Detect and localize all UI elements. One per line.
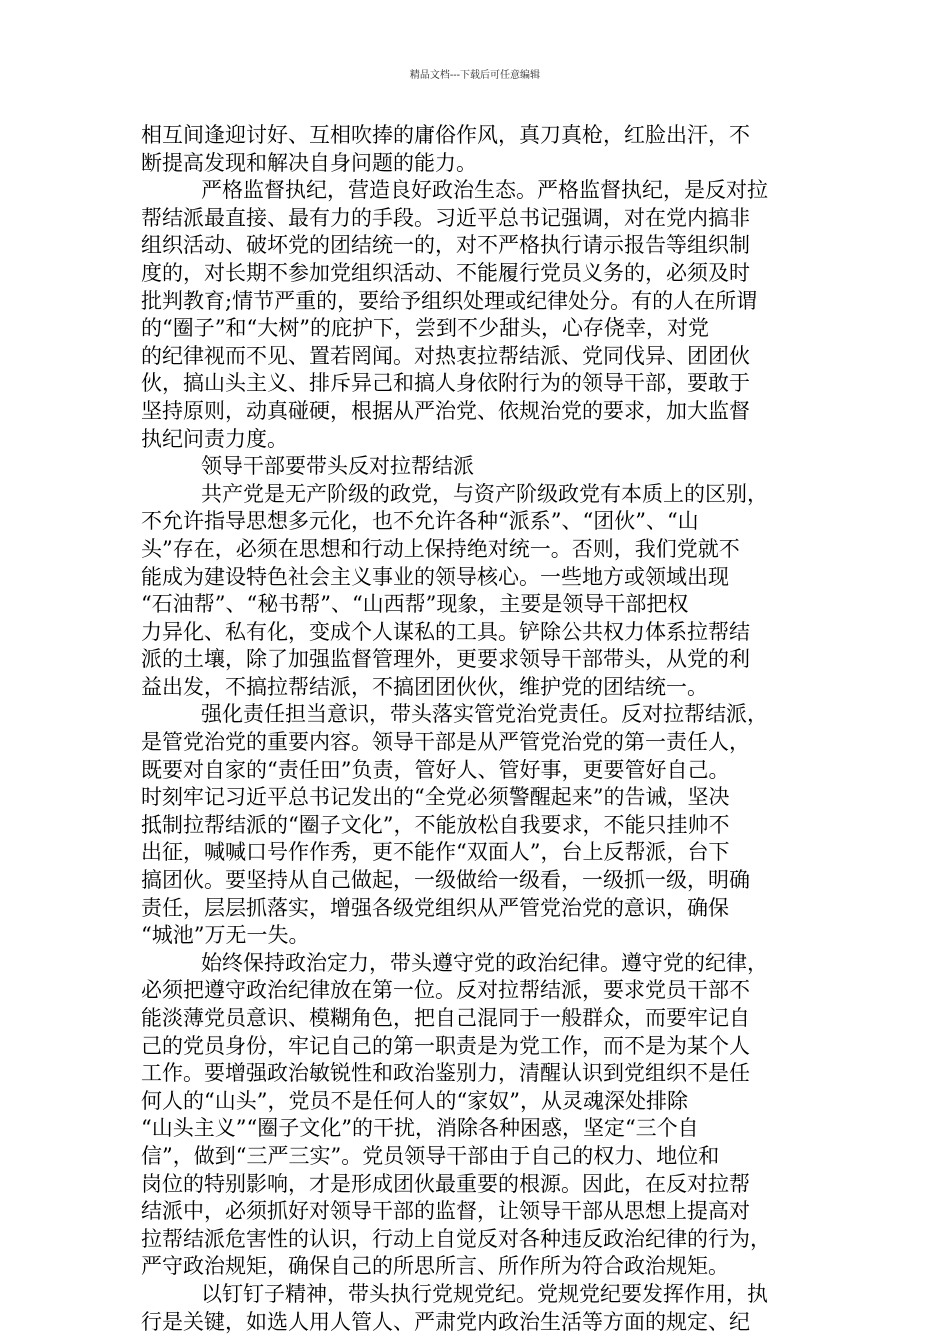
text-line: 工作。要增强政治敏锐性和政治鉴别力，清醒认识到党组织不是任 — [141, 1061, 750, 1086]
text-line: 组织活动、破坏党的团结统一的，对不严格执行请示报告等组织制 — [141, 233, 750, 258]
text-line: 何人的“山头”，党员不是任何人的“家奴”，从灵魂深处排除 — [141, 1088, 688, 1113]
text-line: 的“圈子”和“大树”的庇护下，尝到不少甜头，心存侥幸，对党 — [141, 316, 709, 341]
text-line: 能淡薄党员意识、模糊角色，把自己混同于一般群众，而要牢记自 — [141, 1006, 750, 1030]
text-line: 必须把遵守政治纪律放在第一位。反对拉帮结派，要求党员干部不 — [141, 978, 750, 1003]
text-line: 信”，做到“三严三实”。党员领导干部由于自己的权力、地位和 — [141, 1143, 720, 1168]
text-line: 始终保持政治定力，带头遵守党的政治纪律。遵守党的纪律， — [201, 950, 768, 975]
text-line: 抵制拉帮结派的“圈子文化”，不能放松自我要求，不能只挂帅不 — [141, 812, 730, 837]
text-line: 岗位的特别影响，才是形成团伙最重要的根源。因此，在反对拉帮 — [141, 1171, 750, 1196]
text-line: 出征，喊喊口号作作秀，更不能作“双面人”，台上反帮派，台下 — [141, 840, 730, 865]
text-line: 既要对自家的“责任田”负责，管好人、管好事，更要管好自己。 — [141, 757, 730, 782]
page-header: 精品文档---下载后可任意编辑 — [409, 70, 541, 81]
text-line: 力异化、私有化，变成个人谋私的工具。铲除公共权力体系拉帮结 — [141, 619, 750, 644]
text-line: “山头主义”“圈子文化”的干扰，消除各种困惑，坚定“三个自 — [141, 1116, 699, 1141]
text-line: 共产党是无产阶级的政党，与资产阶级政党有本质上的区别， — [201, 481, 768, 506]
text-line: 头”存在，必须在思想和行动上保持绝对统一。否则，我们党就不 — [141, 536, 740, 561]
text-line: 责任，层层抓落实，增强各级党组织从严管党治党的意识，确保 — [141, 895, 729, 920]
text-line: 帮结派最直接、最有力的手段。习近平总书记强调，对在党内搞非 — [141, 205, 750, 230]
text-line: 能成为建设特色社会主义事业的领导核心。一些地方或领域出现 — [141, 564, 729, 589]
text-line: 强化责任担当意识，带头落实管党治党责任。反对拉帮结派， — [201, 702, 768, 727]
text-line: 相互间逢迎讨好、互相吹捧的庸俗作风，真刀真枪，红脸出汗，不 — [141, 123, 750, 147]
text-line: 拉帮结派危害性的认识，行动上自觉反对各种违反政治纪律的行为， — [141, 1226, 771, 1251]
text-line: “城池”万无一失。 — [141, 923, 310, 948]
text-line: 结派中，必须抓好对领导干部的监督，让领导干部从思想上提高对 — [141, 1199, 750, 1224]
text-line: 严格监督执纪，营造良好政治生态。严格监督执纪，是反对拉 — [201, 178, 768, 203]
text-line: 是管党治党的重要内容。领导干部是从严管党治党的第一责任人， — [141, 730, 750, 755]
text-line: 领导干部要带头反对拉帮结派 — [201, 454, 474, 479]
text-line: 搞团伙。要坚持从自己做起，一级做给一级看，一级抓一级，明确 — [141, 868, 750, 893]
text-line: 不允许指导思想多元化，也不允许各种“派系”、“团伙”、“山 — [141, 509, 699, 534]
text-line: 己的党员身份，牢记自己的第一职责是为党工作，而不是为某个人 — [141, 1033, 750, 1058]
text-line: 的纪律视而不见、置若罔闻。对热衷拉帮结派、党同伐异、团团伙 — [141, 343, 750, 368]
text-line: 行是关键，如选人用人管人、严肃党内政治生活等方面的规定、纪 — [141, 1309, 750, 1334]
text-line: 以钉钉子精神，带头执行党规党纪。党规党纪要发挥作用，执 — [201, 1281, 768, 1306]
text-line: 派的土壤，除了加强监督管理外，更要求领导干部带头，从党的利 — [141, 647, 750, 672]
text-line: 伙，搞山头主义、排斥异己和搞人身依附行为的领导干部，要敢于 — [141, 371, 750, 396]
text-line: 断提高发现和解决自身问题的能力。 — [141, 150, 477, 175]
text-line: 坚持原则，动真碰硬，根据从严治党、依规治党的要求，加大监督 — [141, 398, 750, 423]
text-line: 严守政治规矩，确保自己的所思所言、所作所为符合政治规矩。 — [141, 1254, 729, 1279]
text-line: 度的，对长期不参加党组织活动、不能履行党员义务的，必须及时 — [141, 260, 750, 285]
text-line: 益出发，不搞拉帮结派，不搞团团伙伙，维护党的团结统一。 — [141, 674, 708, 699]
text-line: 执纪问责力度。 — [141, 426, 288, 451]
text-line: 时刻牢记习近平总书记发出的“全党必须警醒起来”的告诫，坚决 — [141, 785, 730, 810]
text-line: “石油帮”、“秘书帮”、“山西帮”现象，主要是领导干部把权 — [141, 592, 689, 617]
text-line: 批判教育;情节严重的，要给予组织处理或纪律处分。有的人在所谓 — [141, 288, 758, 313]
document-body — [141, 122, 813, 1336]
